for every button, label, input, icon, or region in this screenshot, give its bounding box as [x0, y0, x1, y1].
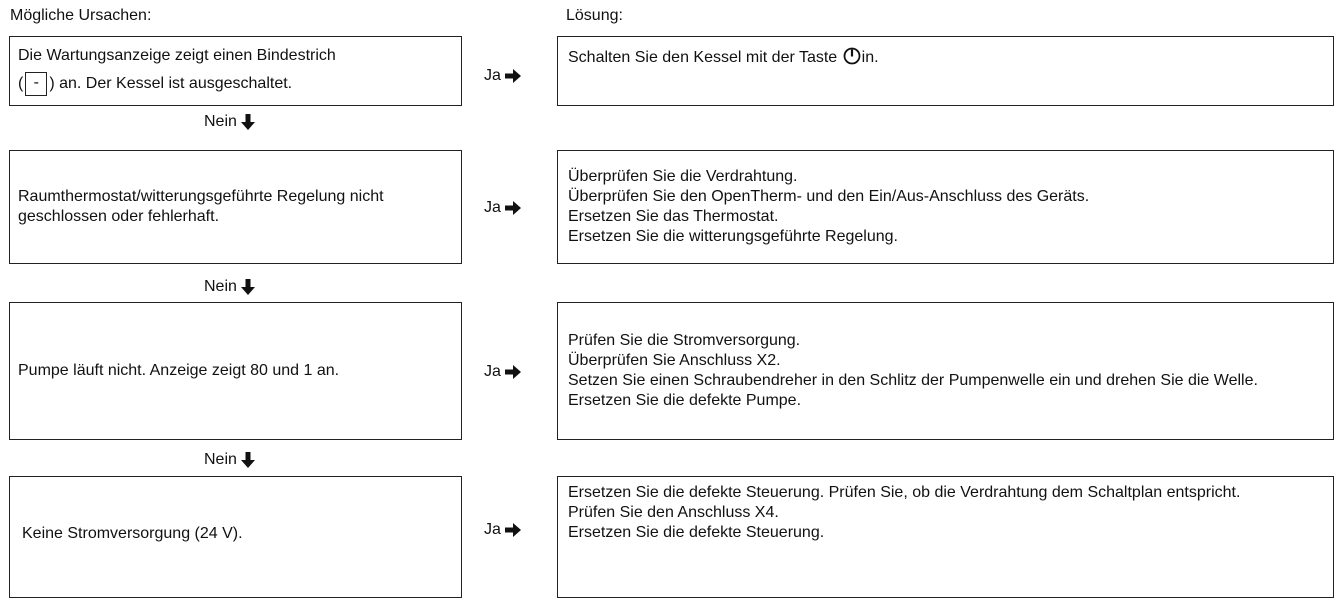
- solution-box-1: [557, 36, 1334, 106]
- no-connector-3: [204, 450, 255, 470]
- solution-box-4: [557, 476, 1334, 598]
- yes-connector-3: [484, 362, 521, 382]
- no-connector-2: [204, 277, 255, 297]
- cause-box-2: [9, 150, 462, 264]
- yes-label: Ja: [484, 521, 501, 538]
- cause-1-line1: Die Wartungsanzeige zeigt einen Bindestrich: [18, 47, 336, 64]
- solution-2-line-4: Ersetzen Sie die witterungsgeführte Regelung.: [568, 228, 898, 245]
- solution-header: Lösung:: [566, 7, 623, 24]
- yes-label: Ja: [484, 67, 501, 84]
- solution-box-3: [557, 302, 1334, 440]
- arrow-right-icon: [505, 69, 521, 83]
- solution-1-text: [568, 47, 1323, 68]
- arrow-right-icon: [505, 523, 521, 537]
- arrow-down-icon: [241, 114, 255, 130]
- cause-4-text: Keine Stromversorgung (24 V).: [22, 525, 243, 542]
- arrow-down-icon: [241, 452, 255, 468]
- no-connector-1: [204, 112, 255, 132]
- arrow-right-icon: [505, 201, 521, 215]
- no-label: Nein: [204, 278, 237, 295]
- solution-3-line-1: Prüfen Sie die Stromversorgung.: [568, 332, 801, 349]
- cause-1-suffix: ) an. Der Kessel ist ausgeschaltet.: [49, 75, 293, 93]
- solution-4-line-1: Ersetzen Sie die defekte Steuerung. Prüfen Sie, ob die Verdrahtung dem Schaltplan entspricht.: [568, 484, 1241, 501]
- cause-box-4: [9, 476, 462, 598]
- solution-3-line-4: Ersetzen Sie die defekte Pumpe.: [568, 392, 802, 409]
- solution-4-line-2: Prüfen Sie den Anschluss X4.: [568, 504, 779, 521]
- cause-3-text: Pumpe läuft nicht. Anzeige zeigt 80 und 1 an.: [18, 362, 340, 379]
- solution-4-line-3: Ersetzen Sie die defekte Steuerung.: [568, 524, 825, 541]
- cause-1-prefix: (: [18, 75, 24, 93]
- dash-symbol-box: -: [25, 72, 47, 96]
- solution-2-line-2: Überprüfen Sie den OpenTherm- und den Ein/Aus-Anschluss des Geräts.: [568, 188, 1090, 205]
- yes-label: Ja: [484, 199, 501, 216]
- power-button-icon: [843, 47, 861, 65]
- solution-3-line-2: Überprüfen Sie Anschluss X2.: [568, 352, 781, 369]
- solution-box-2: [557, 150, 1334, 264]
- solution-2-line-3: Ersetzen Sie das Thermostat.: [568, 208, 779, 225]
- yes-connector-1: [484, 66, 521, 86]
- causes-header: Mögliche Ursachen:: [10, 7, 152, 24]
- cause-box-1: [9, 36, 462, 106]
- no-label: Nein: [204, 451, 237, 468]
- arrow-right-icon: [505, 365, 521, 379]
- solution-2-line-1: Überprüfen Sie die Verdrahtung.: [568, 168, 798, 185]
- yes-connector-4: [484, 520, 521, 540]
- no-label: Nein: [204, 113, 237, 130]
- arrow-down-icon: [241, 279, 255, 295]
- yes-connector-2: [484, 198, 521, 218]
- cause-box-3: [9, 302, 462, 440]
- solution-3-line-3: Setzen Sie einen Schraubendreher in den Schlitz der Pumpenwelle ein und drehen Sie die Welle.: [568, 372, 1258, 389]
- solution-1-before: Schalten Sie den Kessel mit der Taste: [568, 49, 838, 66]
- cause-2-text: Raumthermostat/witterungsgeführte Regelung nicht geschlossen oder fehlerhaft.: [18, 188, 384, 225]
- solution-1-after: in.: [861, 49, 879, 66]
- yes-label: Ja: [484, 363, 501, 380]
- cause-1-line2: [18, 72, 292, 96]
